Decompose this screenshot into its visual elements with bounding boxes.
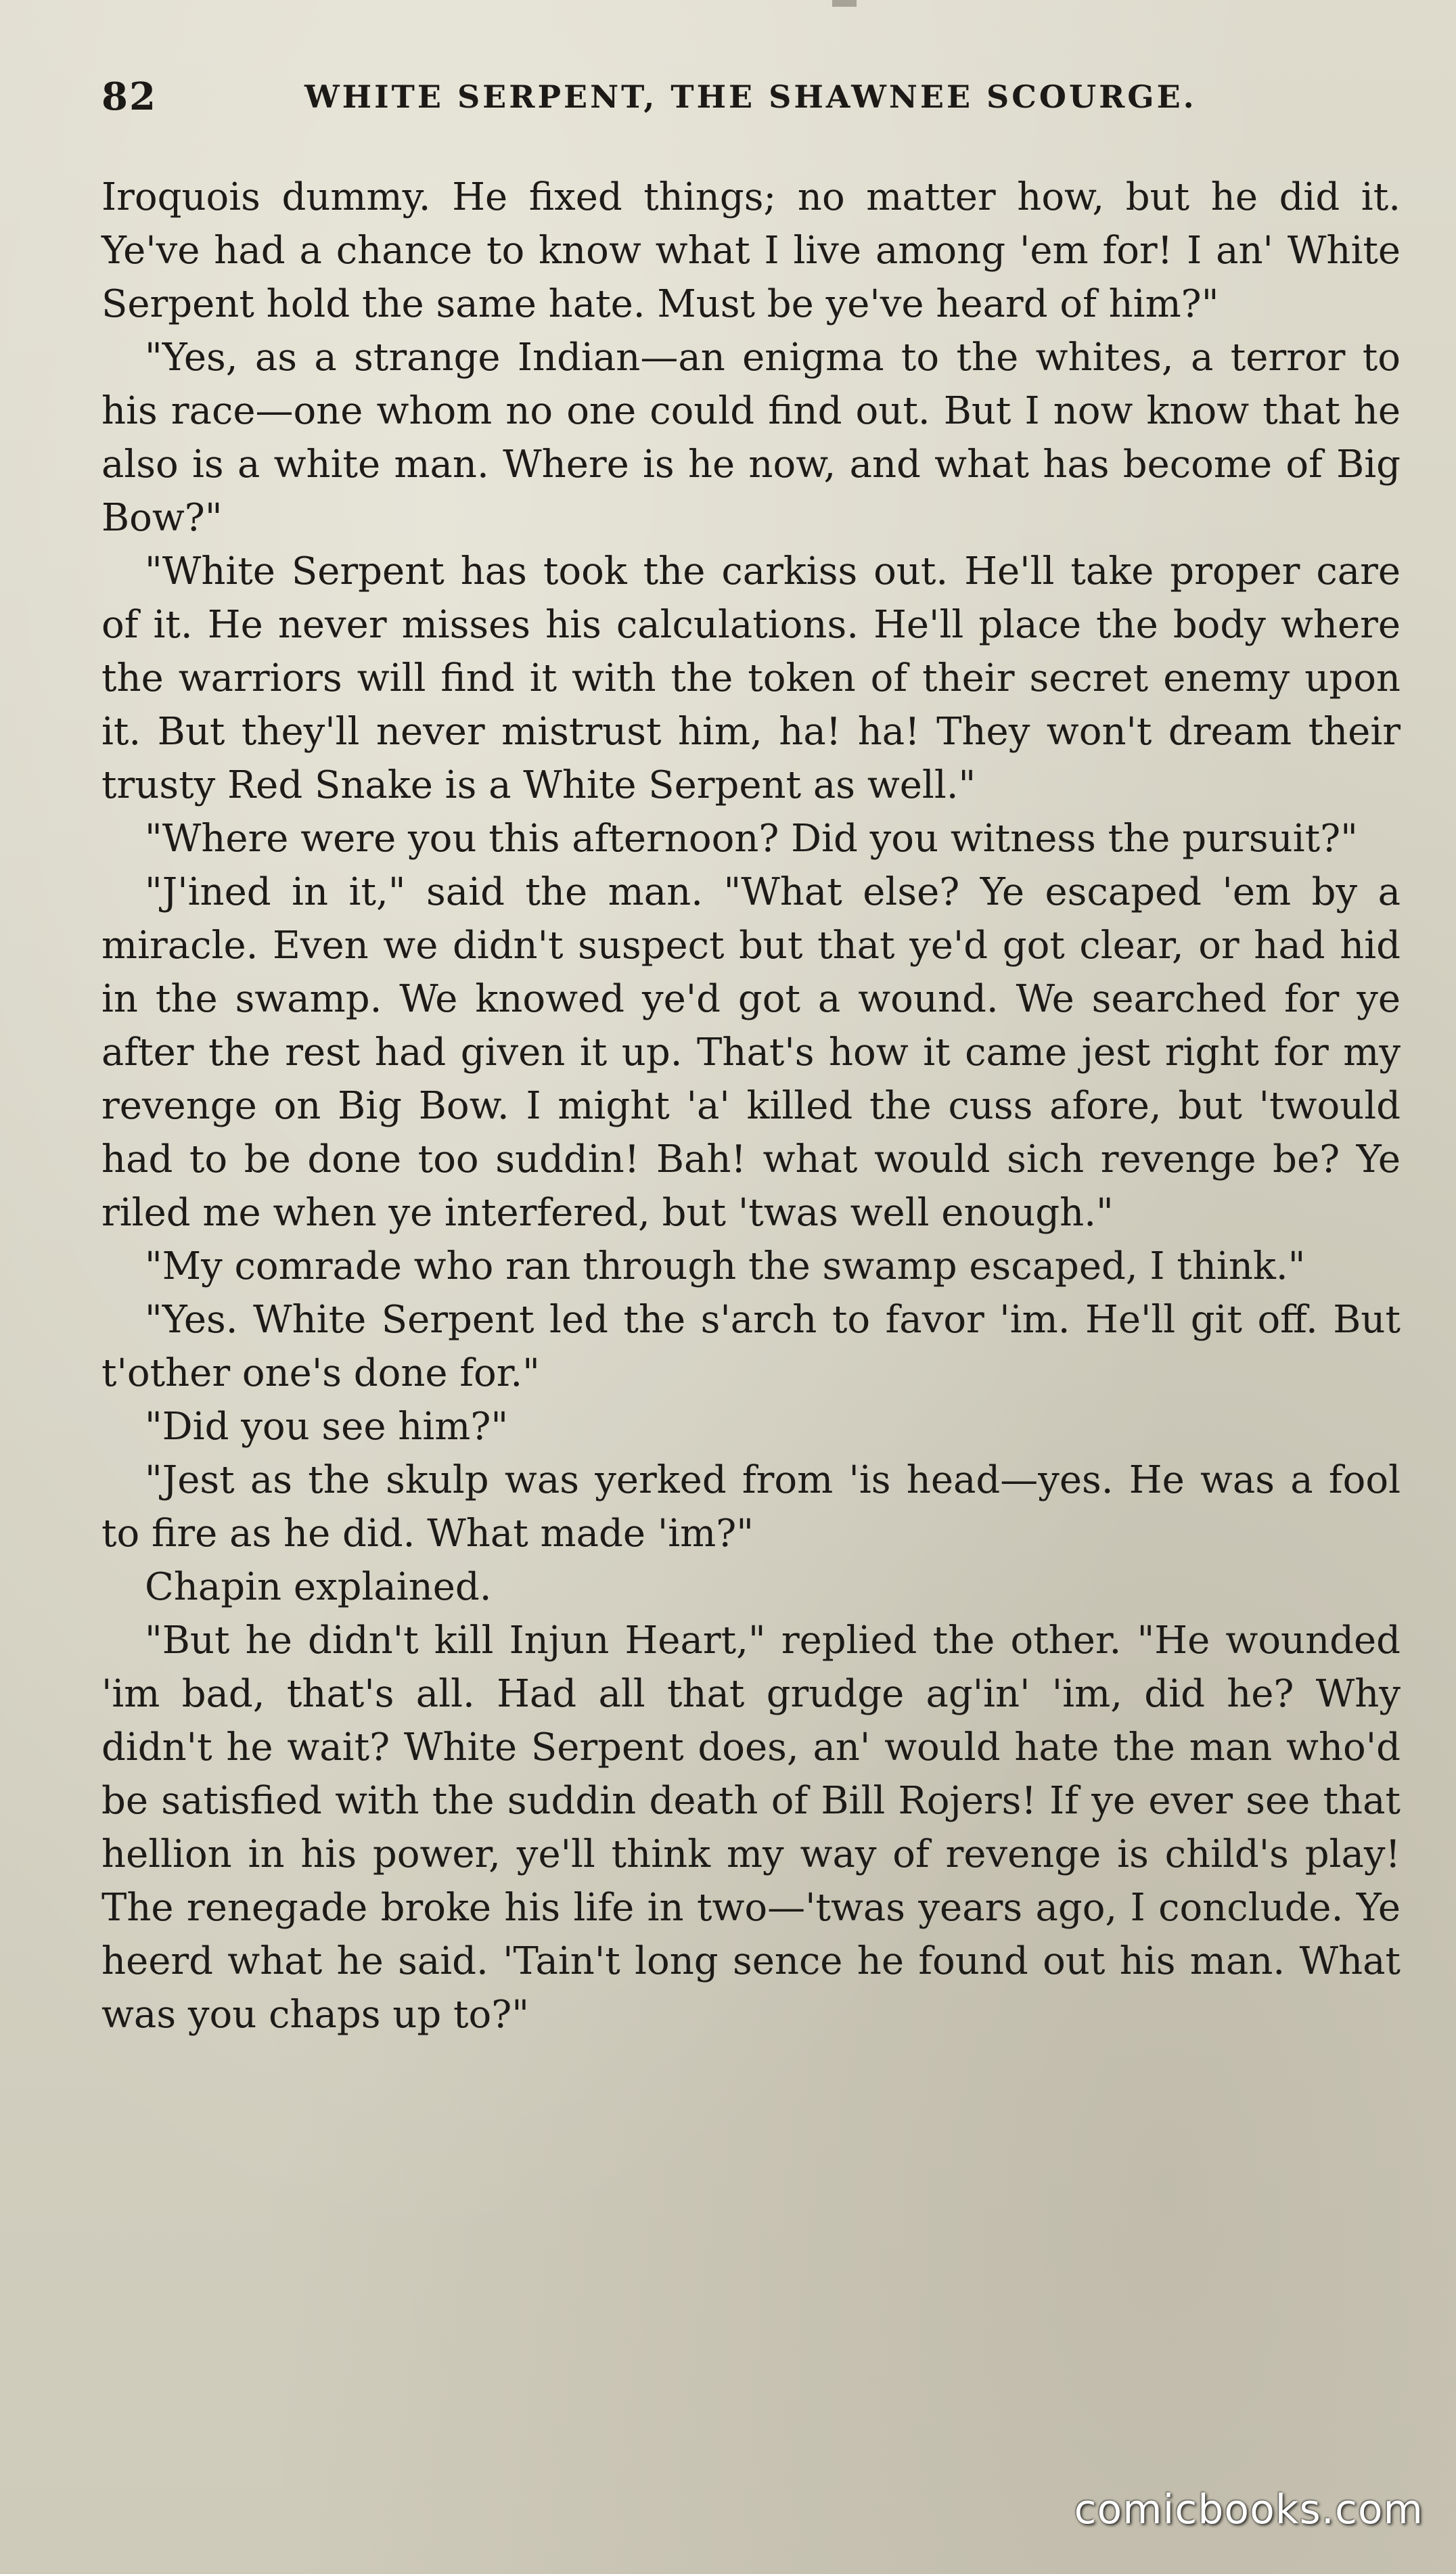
paragraph-11: "But he didn't kill Injun Heart," replied the other. "He wounded 'im bad, that's all. Had all that grudge ag'in' 'im, did he? Why didn't he wait? White Serpent does, an' would hate the man who'd be satisfied with the suddin death of Bill Rojers! If ye ever see that hellion in his power, ye'll think my way of revenge is child's play! The renegade broke his life in two—'twas years ago, I conclude. Ye heerd what he said. 'Tain't long sence he found out his man. What was you chaps up to?" [101, 1619, 1401, 2037]
paragraph-9: "Jest as the skulp was yerked from 'is head—yes. He was a fool to fire as he did. What made 'im?" [101, 1458, 1401, 1556]
paragraph-7: "Yes. White Serpent led the s'arch to favor 'im. He'll git off. But t'other one's done for." [101, 1298, 1401, 1395]
paragraph-6: "My comrade who ran through the swamp escaped, I think." [145, 1244, 1306, 1288]
page-top-mark [832, 0, 857, 7]
paragraph-2: "Yes, as a strange Indian—an enigma to the whites, a terror to his race—one whom no one could find out. But I now know that he also is a white man. Where is he now, and what has become of Big Bow?" [101, 336, 1401, 540]
paragraph-3: "White Serpent has took the carkiss out. He'll take proper care of it. He never misses his calculations. He'll place the body where the warriors will find it with the token of their secret enemy upon it. But they'll never mistrust him, ha! ha! They won't dream their trusty Red Snake is a White Serpent as well." [101, 549, 1401, 807]
paragraph-10: Chapin explained. [145, 1565, 492, 1609]
paragraph-4: "Where were you this afternoon? Did you witness the pursuit?" [145, 817, 1358, 861]
body-text [101, 171, 1401, 2041]
paragraph-8: "Did you see him?" [145, 1405, 509, 1449]
paragraph-1: Iroquois dummy. He fixed things; no matter how, but he did it. Ye've had a chance to know what I live among 'em for! I an' White Serpent hold the same hate. Must be ye've heard of him?" [101, 175, 1401, 326]
page-header [101, 74, 1407, 129]
page-number: 82 [101, 74, 157, 119]
running-head: WHITE SERPENT, THE SHAWNEE SCOURGE. [304, 78, 1197, 115]
paragraph-5: "J'ined in it," said the man. "What else? Ye escaped 'em by a miracle. Even we didn't suspect but that ye'd got clear, or had hid in the swamp. We knowed ye'd got a wound. We searched for ye after the rest had given it up. That's how it came jest right for my revenge on Big Bow. I might 'a' killed the cuss afore, but 'twould had to be done too suddin! Bah! what would sich revenge be? Ye riled me when ye interfered, but 'twas well enough." [101, 870, 1401, 1235]
watermark: comicbooks.com [1074, 2486, 1424, 2533]
